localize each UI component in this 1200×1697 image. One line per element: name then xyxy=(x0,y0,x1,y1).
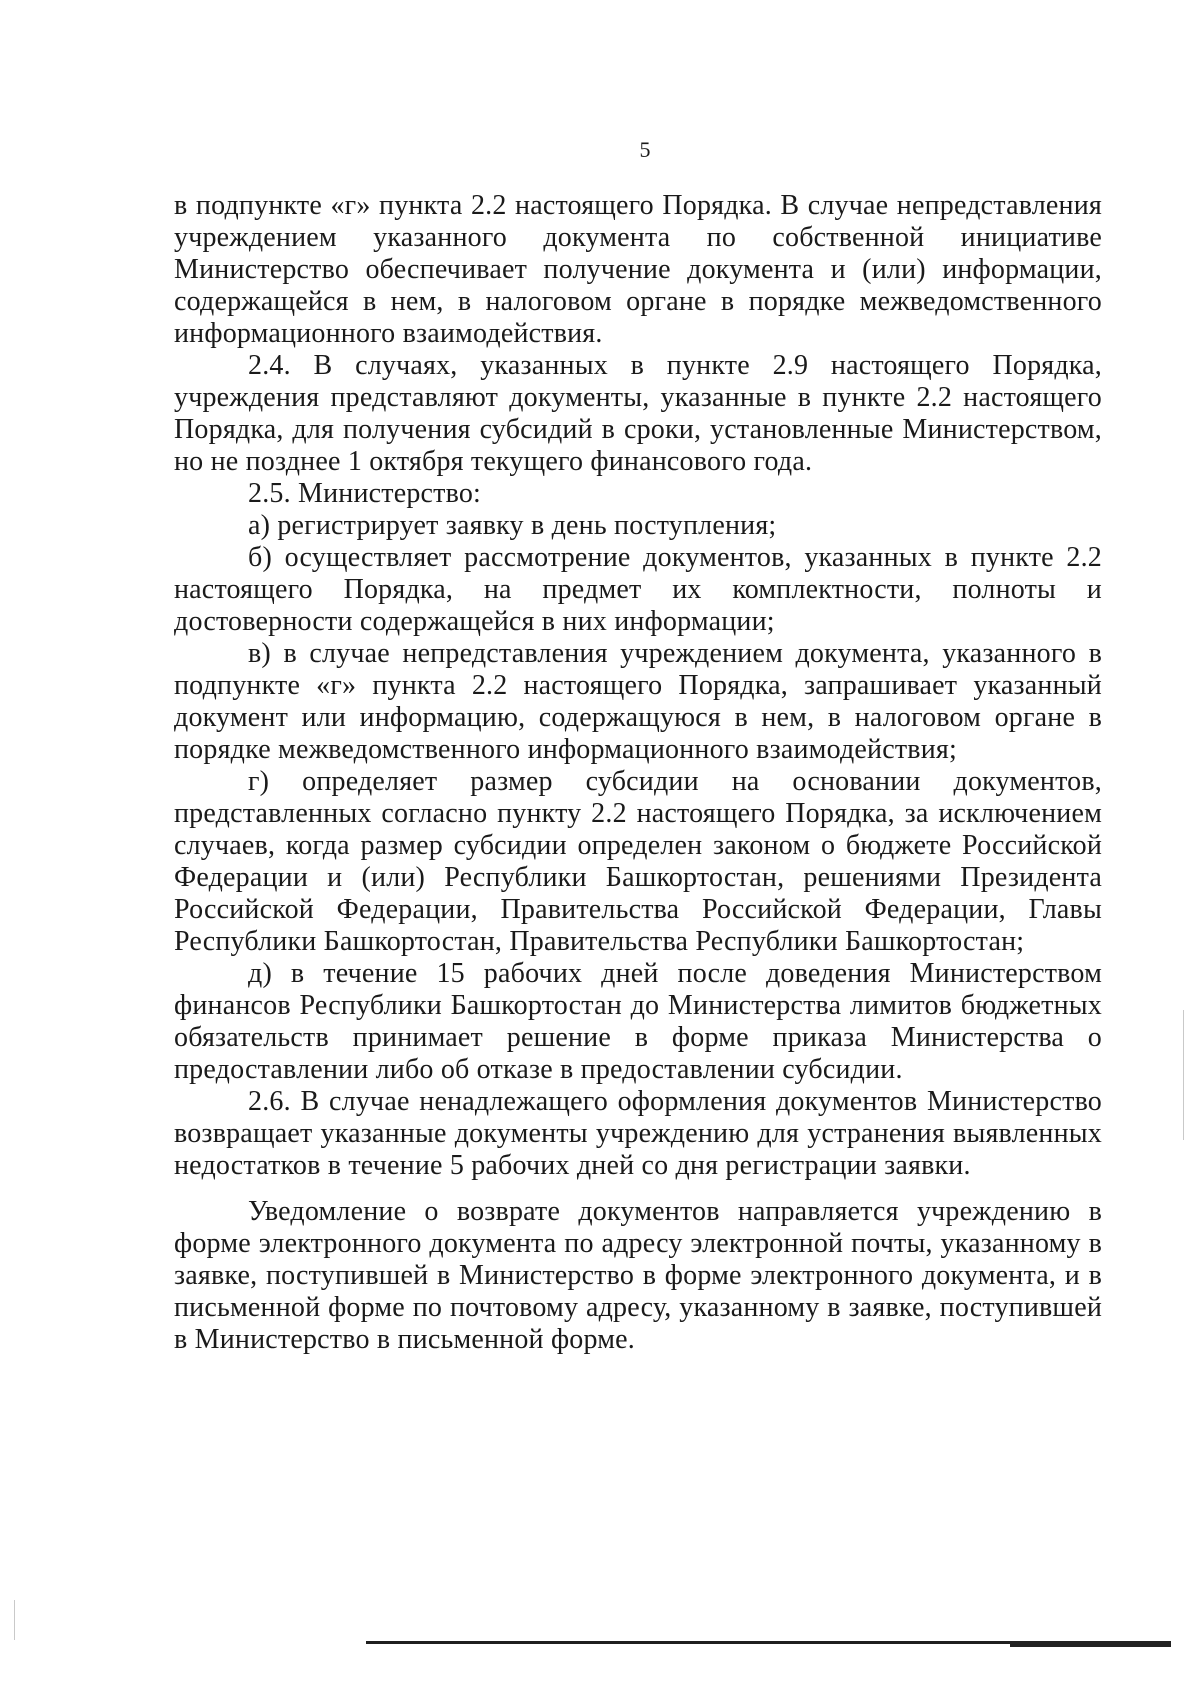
paragraph-2-4: 2.4. В случаях, указанных в пункте 2.9 настоящего Порядка, учреждения представляют документы, указанные в пункте 2.2 настоящего Порядка, для получения субсидий в сроки, установленные Министерством, но не позднее 1 октября текущего финансового года. xyxy=(174,350,1102,477)
paragraph-2-5: 2.5. Министерство: xyxy=(248,478,482,509)
paragraph-2-6: 2.6. В случае ненадлежащего оформления документов Министерство возвращает указанные документы учреждению для устранения выявленных недостатков в течение 5 рабочих дней со дня регистрации заявки. xyxy=(174,1086,1102,1181)
document-body xyxy=(174,190,1102,1356)
paragraph-2-5-d: д) в течение 15 рабочих дней после доведения Министерством финансов Республики Башкортостан до Министерства лимитов бюджетных обязательств принимает решение в форме приказа Министерства о предоставлении либо об отказе в предоставлении субсидии. xyxy=(174,958,1102,1085)
paragraph-2-5-b: б) осуществляет рассмотрение документов, указанных в пункте 2.2 настоящего Порядка, на предмет их комплектности, полноты и достоверности содержащейся в них информации; xyxy=(174,542,1102,637)
paragraph-continuation: в подпункте «г» пункта 2.2 настоящего Порядка. В случае непредставления учреждением указанного документа по собственной инициативе Министерство обеспечивает получение документа и (или) информации, содержащейся в нем, в налоговом органе в порядке межведомственного информационного взаимодействия. xyxy=(174,190,1102,349)
scan-edge-mark xyxy=(1183,1010,1184,1140)
page-number: 5 xyxy=(639,137,651,162)
paragraph-2-5-v: в) в случае непредставления учреждением документа, указанного в подпункте «г» пункта 2.2 настоящего Порядка, запрашивает указанный документ или информацию, содержащуюся в нем, в налоговом органе в порядке межведомственного информационного взаимодействия; xyxy=(174,638,1102,765)
paragraph-notice: Уведомление о возврате документов направляется учреждению в форме электронного документа по адресу электронной почты, указанному в заявке, поступившей в Министерство в форме электронного документа, и в письменной форме по почтовому адресу, указанному в заявке, поступившей в Министерство в письменной форме. xyxy=(174,1196,1102,1355)
bottom-rule-thick-segment xyxy=(1010,1641,1171,1647)
scan-edge-mark xyxy=(14,1600,15,1640)
paragraph-2-5-g: г) определяет размер субсидии на основании документов, представленных согласно пункту 2.2 настоящего Порядка, за исключением случаев, когда размер субсидии определен законом о бюджете Российской Федерации и (или) Республики Башкортостан, решениями Президента Российской Федерации, Правительства Российской Федерации, Главы Республики Башкортостан, Правительства Республики Башкортостан; xyxy=(174,766,1102,957)
paragraph-2-5-a: а) регистрирует заявку в день поступления; xyxy=(248,510,777,541)
